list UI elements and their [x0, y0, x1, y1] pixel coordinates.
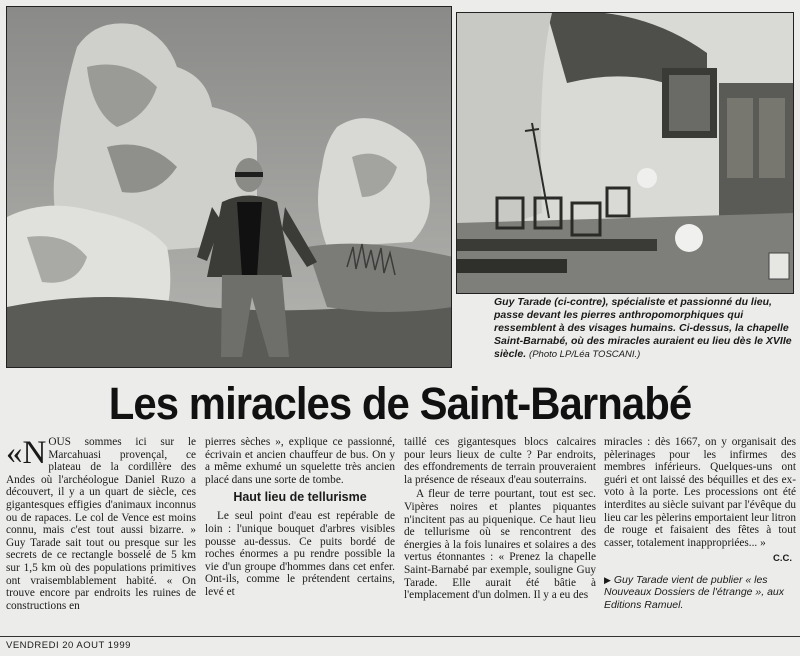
col3-paragraph-1: taillé ces gigantesques blocs calcaires pour leurs lieux de culte ? Par endroits, des effondrements de terrain prouveraient la présence de réseaux d'eau souterrains.	[404, 436, 596, 486]
photo-rocks-guy-tarade	[6, 6, 452, 368]
book-note	[604, 574, 796, 612]
article-column-2	[205, 436, 395, 601]
caption-text: Guy Tarade (ci-contre), spécialiste et passionné du lieu, passe devant les pierres anthropomorphiques qui ressemblent à des visages humains. Ci-dessus, la chapelle Saint-Barnabé, où des miracles auraient eu lieu dès le XVIIe siècle.	[494, 296, 792, 360]
col2-paragraph-1: pierres sèches », explique ce passionné, écrivain et ancien chauffeur de bus. On y a même exhumé un squelette très ancien placé dans une sorte de tombe.	[205, 436, 395, 486]
photo-credit: (Photo LP/Léa TOSCANI.)	[529, 349, 641, 360]
photo-rocks-image	[7, 7, 452, 368]
col3-paragraph-2: A fleur de terre pourtant, tout est sec. Vipères noires et plantes piquantes n'incitent pas au piquenique. Ce haut lieu de tellurisme où se rencontrent des énergies à la fois lunaires et solaires a des vertus étonnantes : « Prenez la chapelle Saint-Barnabé par exemple, souligne Guy Tarade. Elle aurait été bâtie à l'emplacement d'un dolmen. Il y a eu des	[404, 488, 596, 602]
arrow-icon: ▶	[604, 574, 611, 585]
book-note-text: Guy Tarade vient de publier « les Nouveaux Dossiers de l'étrange », aux Editions Ramuel.	[604, 573, 785, 611]
article-column-1	[6, 436, 196, 614]
photo-chapel-image	[457, 13, 794, 294]
article-column-3	[404, 436, 596, 604]
photo-chapel-interior	[456, 12, 794, 294]
article-headline: Les miracles de Saint-Barnabé	[108, 378, 692, 429]
col2-paragraph-2: Le seul point d'eau est repérable de loin : l'unique bouquet d'arbres visibles pousse au-dessus. Ce puits bordé de roches énormes a pu rendre possible la vie d'un groupe d'hommes dans cet enfer. Ont-ils, comme le prétendent certains, levé et	[205, 510, 395, 598]
col4-paragraph: miracles : dès 1667, on y organisait des pèlerinages pour les infirmes des membres inférieurs. Quelques-uns ont guéri et ont laissé des béquilles et des ex-voto à la porte. Les processions ont été interdites au siècle suivant par l'évêque du lieu car les pèlerins emportaient leur litron de rouge et faisaient des fêtes à tout casser, totalement inappropriées... »	[604, 436, 796, 549]
footer-date: VENDREDI 20 AOUT 1999	[6, 640, 131, 651]
article-column-4	[604, 436, 796, 611]
article-subhead: Haut lieu de tellurisme	[233, 490, 367, 505]
photo-caption	[494, 296, 794, 361]
col1-paragraph: OUS sommes ici sur le Marcahuasi provençal, ce plateau de la cordillère des Andes où l'archéologue Daniel Ruzo a découvert, il y a un quart de siècle, ces gigantesques effigies d'animaux inconnus ou de rapaces. Le col de Vence est moins connu, mais c'est tout aussi bizarre. » Guy Tarade sait tout ou presque sur les secrets de ce rectangle bosselé de 5 km sur 1,5 km où des populations primitives ont vraisemblablement habité. « On trouve encore par endroits les ruines de constructions en	[6, 436, 196, 612]
footer-rule	[0, 636, 800, 637]
author-signature: C.C.	[773, 553, 792, 565]
dropcap: «N	[6, 435, 47, 471]
